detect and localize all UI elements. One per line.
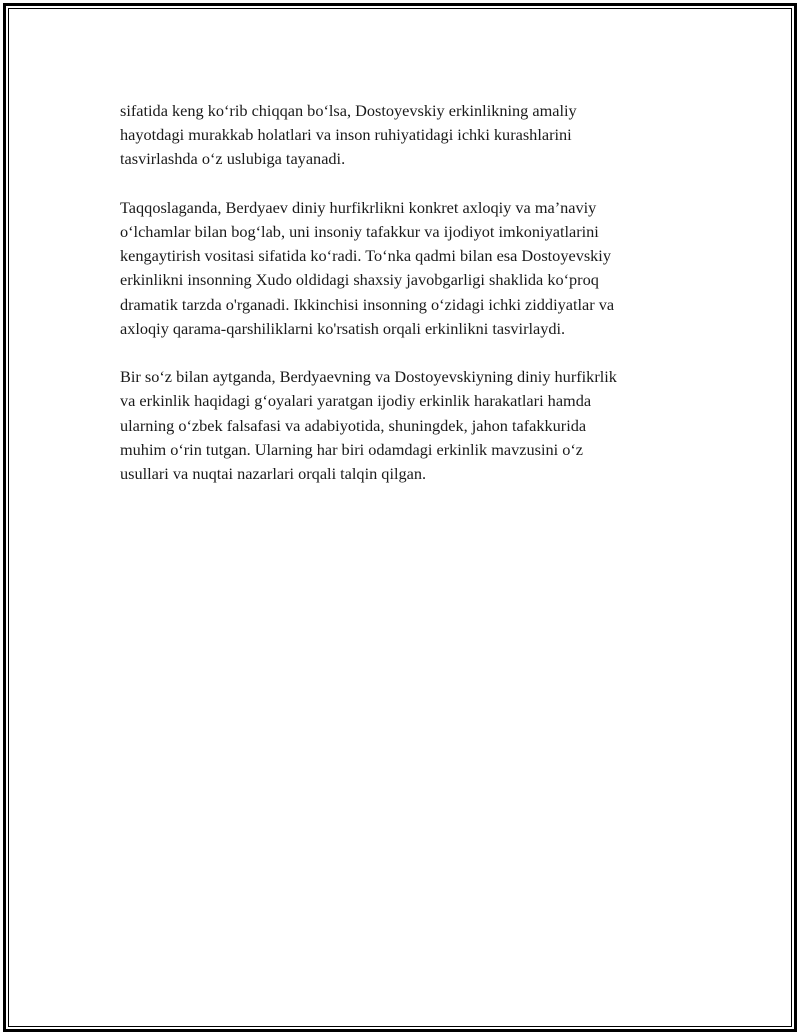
- paragraph-1: [120, 99, 700, 172]
- document-body: [120, 99, 700, 510]
- paragraph-line: oʻlchamlar bilan bogʻlab, uni insoniy tafakkur va ijodiyot imkoniyatlarini: [120, 222, 599, 241]
- paragraph-line: usullari va nuqtai nazarlari orqali talqin qilgan.: [120, 464, 427, 484]
- paragraph-line: ularning oʻzbek falsafasi va adabiyotida, shuningdek, jahon tafakkurida: [120, 415, 587, 435]
- paragraph-2: [120, 196, 700, 341]
- paragraph-line: Taqqoslaganda, Berdyaev diniy hurfikrlikni konkret axloqiy va ma’naviy: [120, 197, 597, 217]
- paragraph-line: tasvirlashda oʻz uslubiga tayanadi.: [120, 149, 346, 169]
- paragraph-line: sifatida keng koʻrib chiqqan boʻlsa, Dostoyevskiy erkinlikning amaliy: [120, 101, 577, 120]
- paragraph-line: erkinlikni insonning Xudo oldidagi shaxsiy javobgarligi shaklida koʻproq: [120, 270, 599, 290]
- paragraph-line: kengaytirish vositasi sifatida koʻradi. Toʻnka qadmi bilan esa Dostoyevskiy: [120, 246, 611, 266]
- page-border: [3, 3, 797, 1032]
- paragraph-3: [120, 365, 700, 486]
- paragraph-line: muhim oʻrin tutgan. Ularning har biri odamdagi erkinlik mavzusini oʻz: [120, 439, 584, 459]
- paragraph-line: axloqiy qarama-qarshiliklarni ko'rsatish orqali erkinlikni tasvirlaydi.: [120, 318, 566, 338]
- paragraph-line: hayotdagi murakkab holatlari va inson ruhiyatidagi ichki kurashlarini: [120, 125, 572, 145]
- paragraph-line: dramatik tarzda o'rganadi. Ikkinchisi insonning oʻzidagi ichki ziddiyatlar va: [120, 294, 615, 314]
- paragraph-line: Bir soʻz bilan aytganda, Berdyaevning va Dostoyevskiyning diniy hurfikrlik: [120, 367, 617, 387]
- paragraph-line: va erkinlik haqidagi gʻoyalari yaratgan ijodiy erkinlik harakatlari hamda: [120, 391, 592, 411]
